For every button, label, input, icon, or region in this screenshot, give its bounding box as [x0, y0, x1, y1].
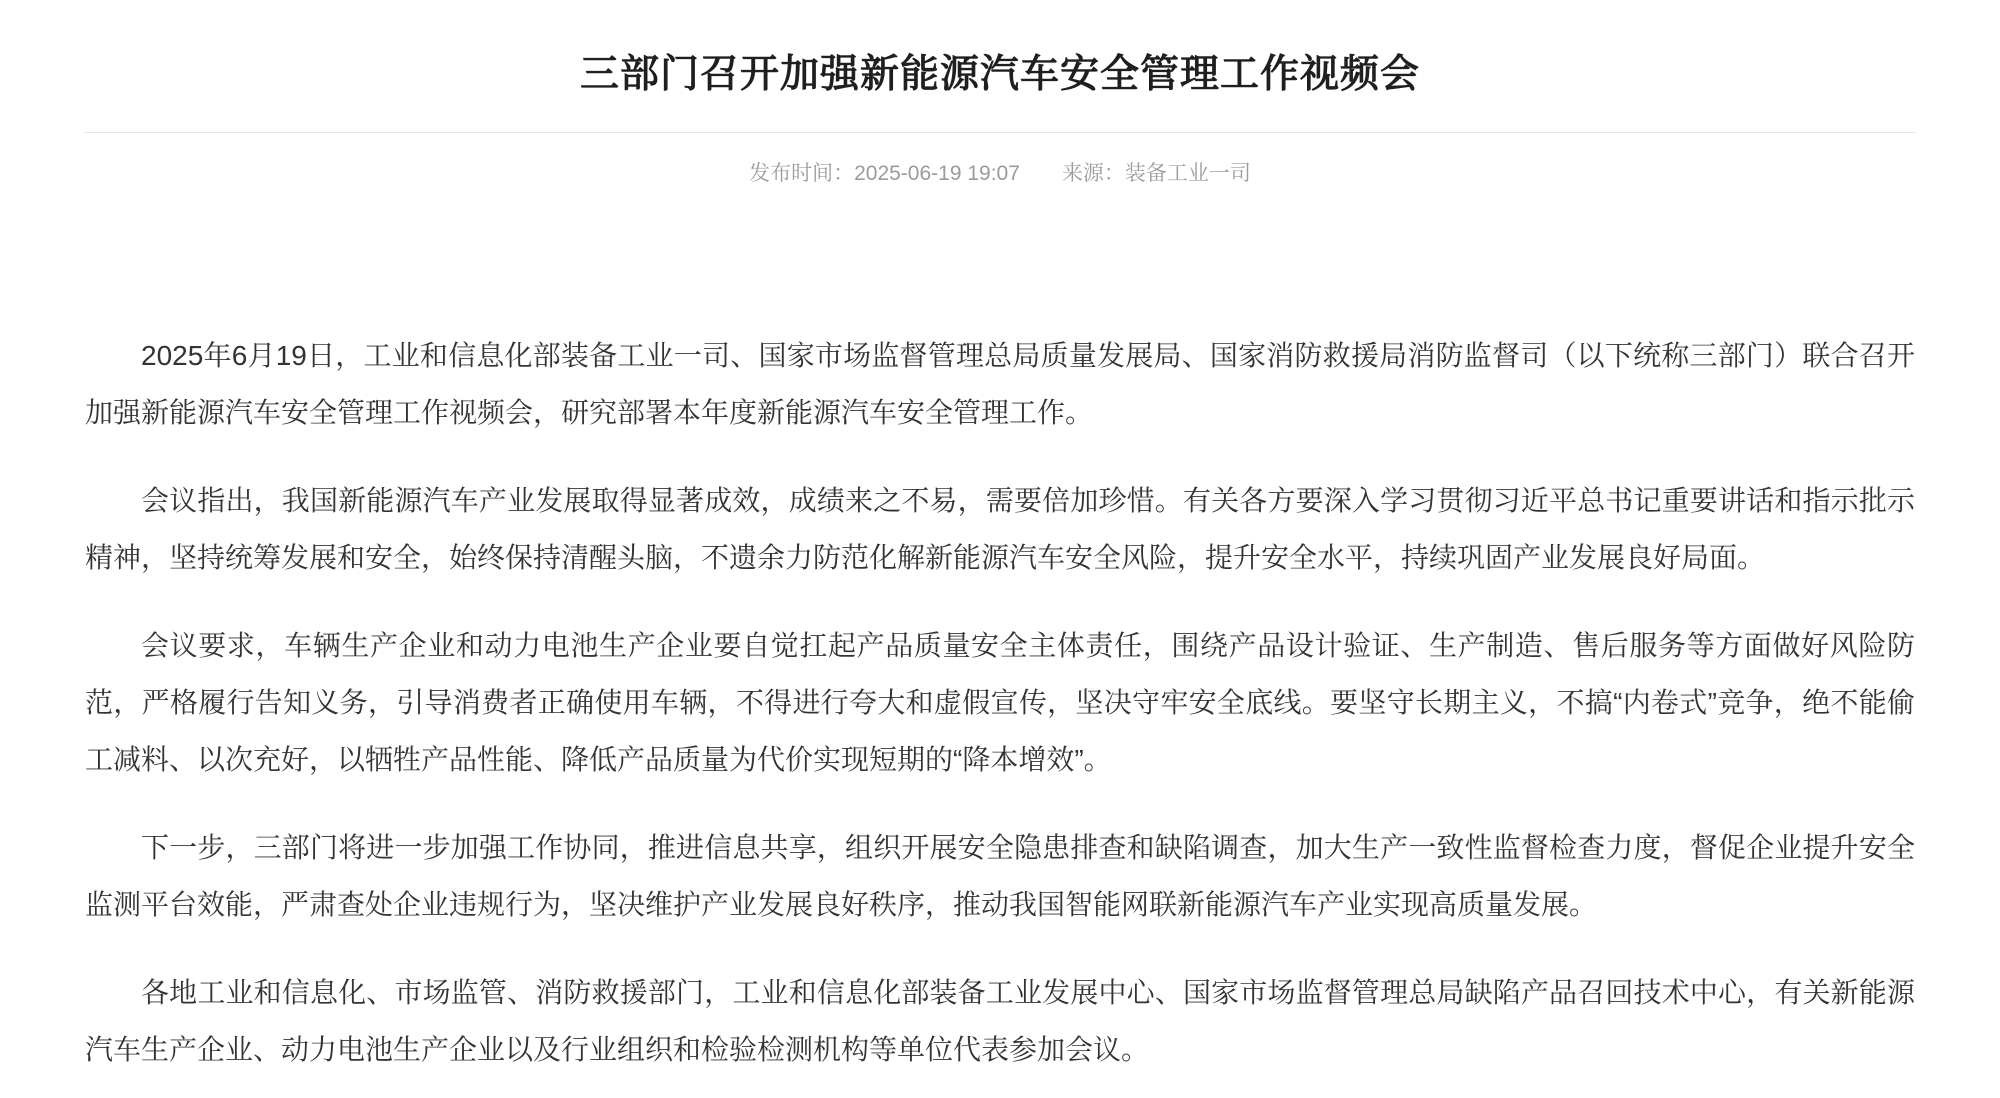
- paragraph-1: 2025年6月19日，工业和信息化部装备工业一司、国家市场监督管理总局质量发展局、国家消防救援局消防监督司（以下统称三部门）联合召开加强新能源汽车安全管理工作视频会，研究部署本年度新能源汽车安全管理工作。: [85, 340, 1915, 428]
- article-meta: [85, 159, 1915, 189]
- article-source: [1062, 162, 1251, 185]
- paragraph-5: 各地工业和信息化、市场监管、消防救援部门，工业和信息化部装备工业发展中心、国家市场监督管理总局缺陷产品召回技术中心，有关新能源汽车生产企业、动力电池生产企业以及行业组织和检验检测机构等单位代表参加会议。: [85, 977, 1915, 1065]
- publish-time: [749, 162, 1020, 185]
- publish-time-value: 2025-06-19 19:07: [854, 162, 1020, 185]
- source-label: 来源：: [1061, 162, 1125, 185]
- paragraph-3: 会议要求，车辆生产企业和动力电池生产企业要自觉扛起产品质量安全主体责任，围绕产品设计验证、生产制造、售后服务等方面做好风险防范，严格履行告知义务，引导消费者正确使用车辆，不得进行夸大和虚假宣传，坚决守牢安全底线。要坚守长期主义，不搞“内卷式”竞争，绝不能偷工减料、以次充好，以牺牲产品性能、降低产品质量为代价实现短期的“降本增效”。: [85, 630, 1915, 775]
- publish-time-label: 发布时间：: [749, 162, 855, 185]
- article-body: [85, 327, 1915, 1078]
- title-divider: [85, 132, 1915, 133]
- source-value: 装备工业一司: [1124, 162, 1251, 185]
- paragraph-4: 下一步，三部门将进一步加强工作协同，推进信息共享，组织开展安全隐患排查和缺陷调查，加大生产一致性监督检查力度，督促企业提升安全监测平台效能，严肃查处企业违规行为，坚决维护产业发展良好秩序，推动我国智能网联新能源汽车产业实现高质量发展。: [85, 832, 1915, 920]
- article-title: 三部门召开加强新能源汽车安全管理工作视频会: [579, 53, 1420, 96]
- paragraph-2: 会议指出，我国新能源汽车产业发展取得显著成效，成绩来之不易，需要倍加珍惜。有关各方要深入学习贯彻习近平总书记重要讲话和指示批示精神，坚持统筹发展和安全，始终保持清醒头脑，不遗余力防范化解新能源汽车安全风险，提升安全水平，持续巩固产业发展良好局面。: [85, 485, 1915, 573]
